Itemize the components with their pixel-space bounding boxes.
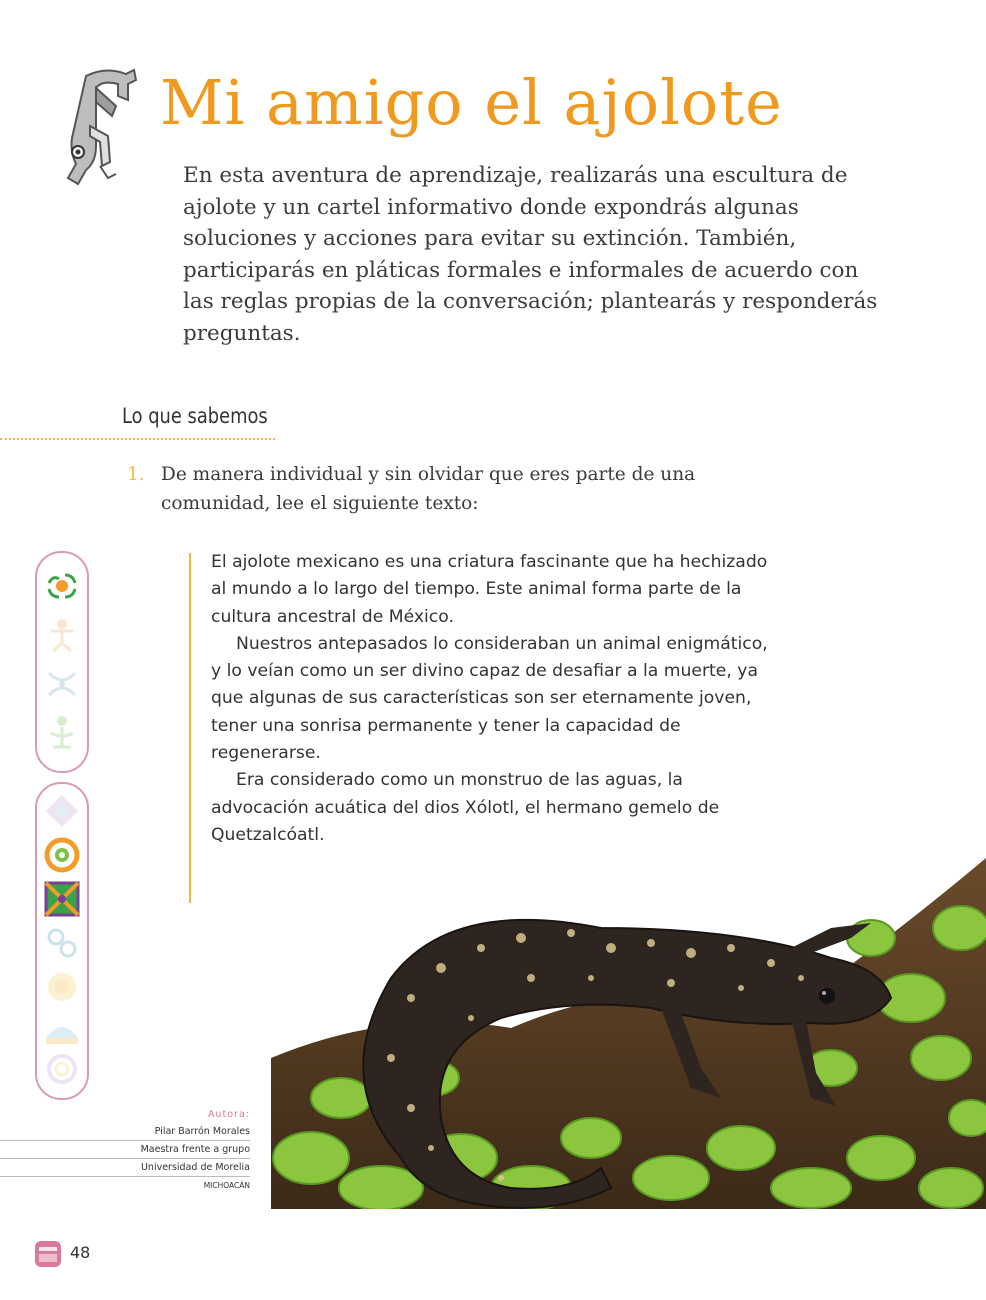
campus-icons-rail — [35, 782, 89, 1100]
intro-paragraph: En esta aventura de aprendizaje, realizarás una escultura de ajolote y un cartel informativo donde expondrás algunas soluciones y acciones para evitar su extinción. También, participarás en pláticas formales e informales de acuerdo con las reglas propias de la conversación; plantearás y responderás preguntas. — [183, 163, 878, 346]
community-icon — [43, 567, 81, 605]
people-faded-icon — [43, 665, 81, 703]
author-institution: Universidad de Morelia — [0, 1159, 250, 1177]
sun-faded-icon — [43, 968, 81, 1006]
book-section-icon — [34, 1240, 62, 1268]
diamond-faded-icon — [43, 792, 81, 830]
section-divider — [0, 438, 275, 440]
activity-instruction: De manera individual y sin olvidar que eres parte de una comunidad, lee el siguiente texto: — [161, 464, 696, 514]
activity-number: 1. — [127, 464, 145, 485]
reading-text — [211, 549, 771, 849]
reading-paragraph: Era considerado como un monstruo de las aguas, la advocación acuática del dios Xólotl, el hermano gemelo de Quetzalcóatl. — [211, 770, 720, 845]
spiral-icon — [43, 836, 81, 874]
ring-faded-icon — [43, 1050, 81, 1088]
author-credits — [0, 1106, 250, 1194]
landscape-faded-icon — [43, 1012, 81, 1050]
project-icons-rail — [35, 551, 89, 773]
nature-faded-icon — [43, 713, 81, 751]
cross-pattern-icon — [43, 880, 81, 918]
author-state: MICHOACÁN — [203, 1181, 250, 1190]
person-faded-icon — [43, 615, 81, 653]
page-title: Mi amigo el ajolote — [160, 66, 783, 139]
quote-bar — [189, 553, 191, 903]
author-label: Autora: — [208, 1109, 250, 1120]
activity-item — [127, 460, 767, 518]
axolotl-glyph-icon — [56, 66, 140, 190]
author-name: Pilar Barrón Morales — [0, 1123, 250, 1141]
section-heading: Lo que sabemos — [122, 404, 268, 428]
circles-faded-icon — [43, 924, 81, 962]
axolotl-photo — [271, 858, 986, 1209]
reading-paragraph: El ajolote mexicano es una criatura fascinante que ha hechizado al mundo a lo largo del tiempo. Este animal forma parte de la cultura ancestral de México. — [211, 552, 768, 627]
author-role: Maestra frente a grupo — [0, 1141, 250, 1159]
reading-paragraph: Nuestros antepasados lo consideraban un animal enigmático, y lo veían como un ser divino capaz de desafiar a la muerte, ya que algunas de sus características son ser eternamente joven, tener una sonrisa permanente y tener la capacidad de regenerarse. — [211, 633, 768, 764]
page-number: 48 — [70, 1243, 91, 1262]
